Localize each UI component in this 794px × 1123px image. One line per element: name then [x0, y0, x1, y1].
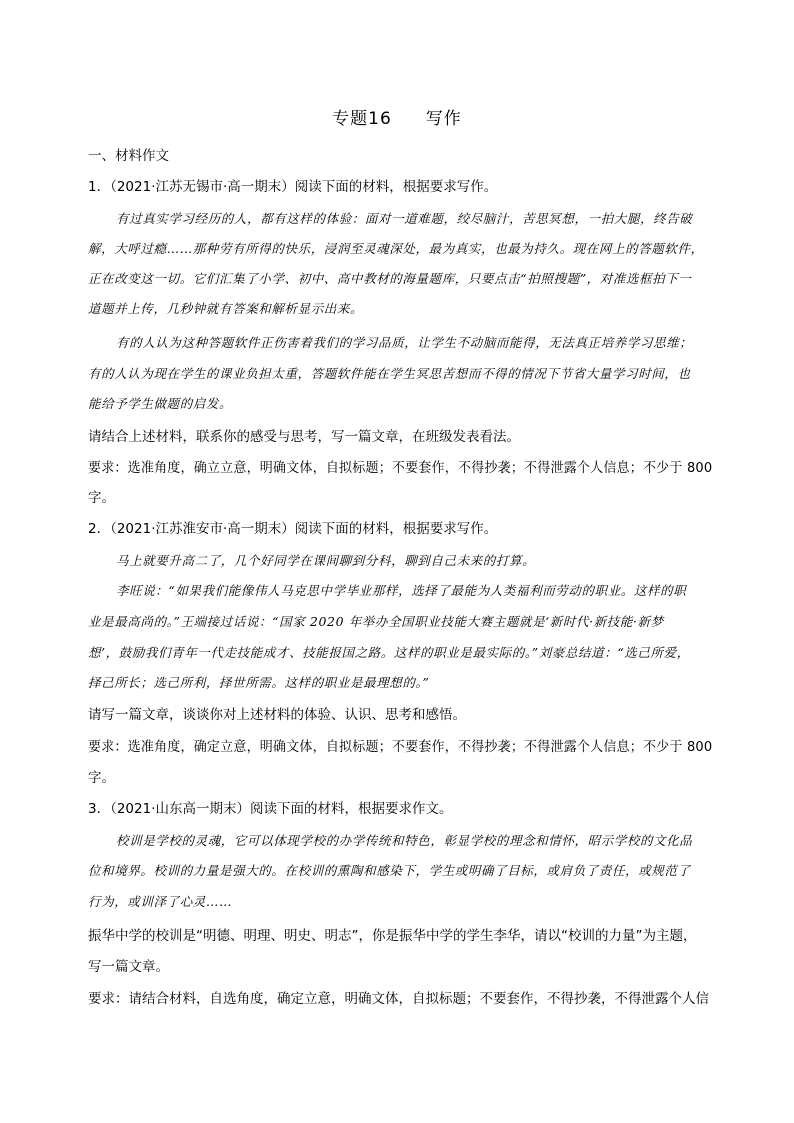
question-2-material-line: 想’，鼓励我们青年一代走技能成才、技能报国之路。这样的职业是最实际的。”刘豪总结道：“选己所爱，	[88, 645, 690, 660]
question-2-requirement: 要求：选准角度，确定立意，明确文体，自拟标题；不要套作，不得抄袭；不得泄露个人信息；不少于 800	[88, 739, 713, 755]
question-1-material-line: 能给予学生做题的启发。	[88, 396, 233, 411]
question-2-requirement-cont: 字。	[88, 770, 115, 786]
question-3-material-line: 位和境界。校训的力量是强大的。在校训的熏陶和感染下，学生或明确了目标，或肩负了责任，或规范了	[88, 863, 691, 878]
title-topic-name: 写作	[425, 109, 462, 129]
question-1-material-line: 解，大呼过瘾……那种劳有所得的快乐，浸润至灵魂深处，最为真实，也最为持久。现在网上的答题软件，	[88, 241, 704, 256]
question-1-requirement: 要求：选准角度，确立立意，明确文体，自拟标题；不要套作，不得抄袭；不得泄露个人信息；不少于 800	[88, 460, 713, 476]
section-heading: 一、材料作文	[88, 148, 169, 164]
question-2-material-line: 业是最高尚的。”王端接过话说：“国家 2020 年举办全国职业技能大赛主题就是‘新时代·新技能·新梦	[88, 614, 664, 629]
question-3-material-line: 行为，或训泽了心灵……	[88, 894, 233, 909]
question-1-material-line: 有过真实学习经历的人，都有这样的体验：面对一道难题，绞尽脑汁，苦思冥想，一拍大腿，终告破	[116, 211, 693, 226]
question-2-task: 请写一篇文章，谈谈你对上述材料的体验、认识、思考和感悟。	[88, 707, 466, 723]
question-3-header: 3．（2021·山东高一期末）阅读下面的材料，根据要求作文。	[88, 801, 453, 817]
question-2-material-line: 马上就要升高二了，几个好同学在课间聊到分科，聊到自己未来的打算。	[116, 553, 536, 568]
question-1-material-line: 有的人认为现在学生的课业负担太重，答题软件能在学生冥思苦想而不得的情况下节省大量学习时间，也	[88, 366, 691, 381]
page-title	[0, 104, 794, 129]
question-2-material-line: 李旺说：“如果我们能像伟人马克思中学毕业那样，选择了最能为人类福利而劳动的职业。这样的职	[116, 583, 687, 598]
question-2-header: 2．（2021·江苏淮安市·高一期末）阅读下面的材料，根据要求写作。	[88, 521, 498, 537]
question-1-material-line: 有的人认为这种答题软件正伤害着我们的学习品质，让学生不动脑而能得，无法真正培养学习思维；	[116, 335, 693, 350]
question-1-material-line: 正在改变这一切。它们汇集了小学、初中、高中教材的海量题库，只要点击“拍照搜题”，对准选框拍下一	[88, 271, 692, 286]
question-1-header: 1．（2021·江苏无锡市·高一期末）阅读下面的材料，根据要求写作。	[88, 179, 498, 195]
question-1-requirement-cont: 字。	[88, 490, 115, 506]
question-1-task: 请结合上述材料，联系你的感受与思考，写一篇文章，在班级发表看法。	[88, 429, 520, 445]
question-1-material-line: 道题并上传，几秒钟就有答案和解析显示出来。	[88, 301, 364, 316]
question-3-material-line: 校训是学校的灵魂，它可以体现学校的办学传统和特色，彰显学校的理念和情怀，昭示学校的文化品	[116, 833, 693, 848]
title-topic-number: 专题16	[332, 109, 392, 129]
question-3-task-cont: 写一篇文章。	[88, 959, 169, 975]
question-3-task: 振华中学的校训是“明德、明理、明史、明志”，你是振华中学的学生李华，请以“校训的力量”为主题，	[88, 928, 697, 944]
question-2-material-line: 择己所长；选己所利，择世所需。这样的职业是最理想的。”	[88, 675, 430, 690]
question-3-requirement: 要求：请结合材料，自选角度，确定立意，明确文体，自拟标题；不要套作，不得抄袭，不得泄露个人信	[88, 991, 709, 1007]
